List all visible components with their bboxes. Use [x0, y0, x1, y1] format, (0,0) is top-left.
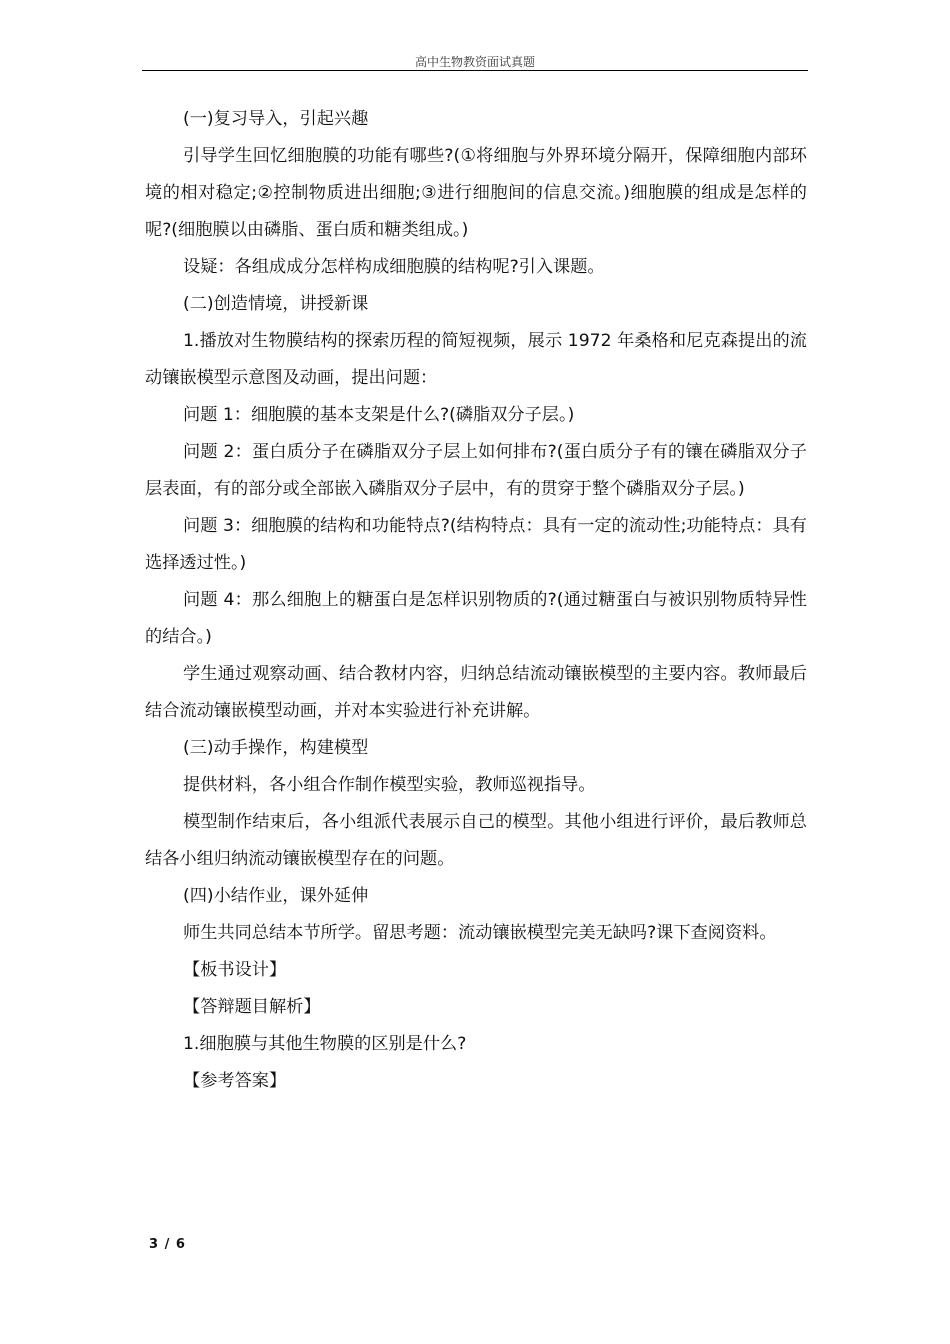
paragraph-materials: 提供材料，各小组合作制作模型实验，教师巡视指导。 [183, 775, 596, 795]
paragraph-homework: 师生共同总结本节所学。留思考题：流动镶嵌模型完美无缺吗?课下查阅资料。 [183, 923, 777, 943]
paragraph-student-summary: 学生通过观察动画、结合教材内容，归纳总结流动镶嵌模型的主要内容。教师最后结合流动镶嵌模型动画，并对本实验进行补充讲解。 [145, 664, 807, 721]
page-header-title: 高中生物教资面试真题 [414, 55, 535, 69]
section-heading-new-lesson: (二)创造情境，讲授新课 [183, 294, 369, 314]
paragraph-question-setup: 设疑：各组成成分怎样构成细胞膜的结构呢?引入课题。 [183, 257, 605, 277]
paragraph-model-presentation: 模型制作结束后，各小组派代表展示自己的模型。其他小组进行评价，最后教师总结各小组归纳流动镶嵌模型存在的问题。 [145, 812, 807, 869]
paragraph-question-1: 问题 1：细胞膜的基本支架是什么?(磷脂双分子层。) [183, 405, 575, 425]
section-heading-reference-answer: 【参考答案】 [183, 1071, 287, 1091]
section-heading-board-design: 【板书设计】 [183, 960, 287, 980]
header-divider [142, 70, 808, 71]
paragraph-video-intro: 1.播放对生物膜结构的探索历程的简短视频，展示 1972 年桑格和尼克森提出的流动镶嵌模型示意图及动画，提出问题： [145, 331, 807, 388]
section-heading-hands-on: (三)动手操作，构建模型 [183, 738, 369, 758]
paragraph-question-2: 问题 2：蛋白质分子在磷脂双分子层上如何排布?(蛋白质分子有的镶在磷脂双分子层表面，有的部分或全部嵌入磷脂双分子层中，有的贯穿于整个磷脂双分子层。) [145, 442, 807, 499]
section-heading-defense: 【答辩题目解析】 [183, 997, 321, 1017]
paragraph-guide-recall: 引导学生回忆细胞膜的功能有哪些?(①将细胞与外界环境分隔开，保障细胞内部环境的相对稳定;②控制物质进出细胞;③进行细胞间的信息交流。)细胞膜的组成是怎样的呢?(细胞膜以由磷脂、蛋白质和糖类组成。) [145, 146, 807, 240]
paragraph-defense-question-1: 1.细胞膜与其他生物膜的区别是什么? [183, 1034, 467, 1054]
section-heading-review: (一)复习导入，引起兴趣 [183, 109, 369, 129]
page-number: 3 / 6 [149, 1237, 186, 1252]
document-body [145, 101, 807, 1100]
paragraph-question-3: 问题 3：细胞膜的结构和功能特点?(结构特点：具有一定的流动性;功能特点：具有选择透过性。) [145, 516, 807, 573]
paragraph-question-4: 问题 4：那么细胞上的糖蛋白是怎样识别物质的?(通过糖蛋白与被识别物质特异性的结合。) [145, 590, 807, 647]
section-heading-summary: (四)小结作业，课外延伸 [183, 886, 369, 906]
